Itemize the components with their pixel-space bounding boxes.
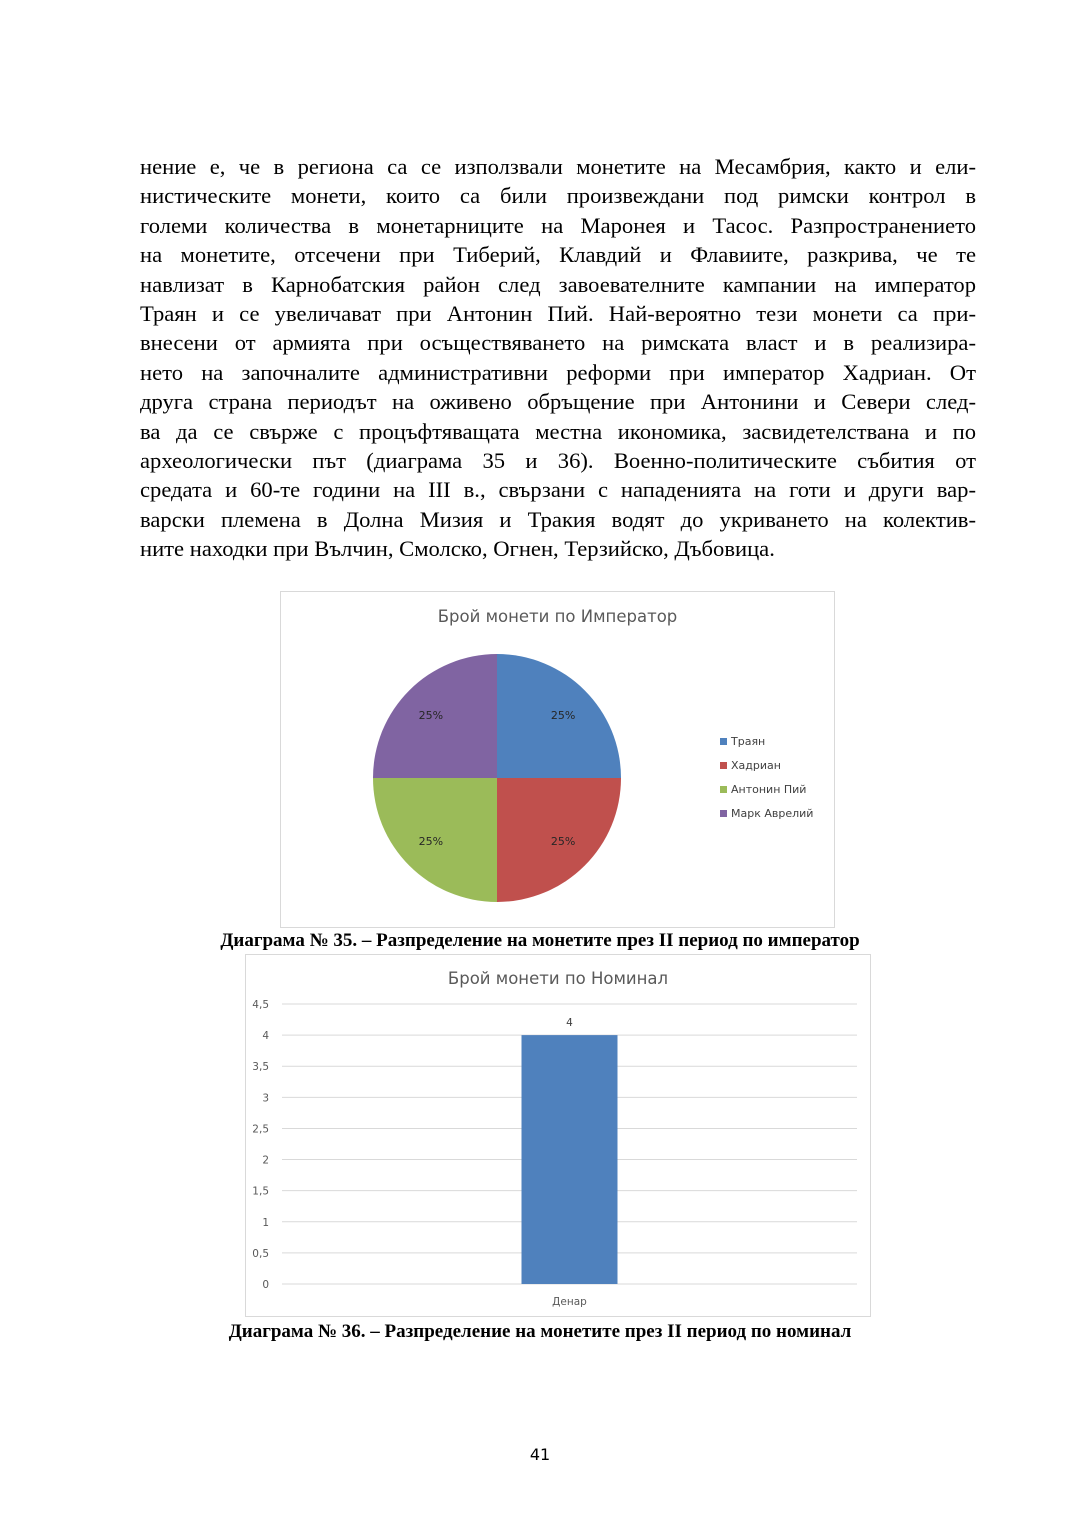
body-line: Траян и се увеличават при Антонин Пий. Най-вероятно тези монети са при-	[140, 301, 976, 327]
x-tick-label: Денар	[552, 1296, 587, 1308]
y-tick-label: 4,5	[252, 999, 269, 1011]
body-line: ва да се свърже с процъфтяващата местна икономика, засвидетелствана и по	[140, 418, 976, 444]
body-line: средата и 60-те години на III в., свързани с нападенията на готи и други вар-	[140, 477, 976, 503]
pie-data-label: 25%	[418, 708, 444, 722]
pie-data-label: 25%	[550, 835, 576, 849]
body-line: ните находки при Вълчин, Смолско, Огнен, Терзийско, Дъбовица.	[140, 536, 775, 562]
bar-chart-title: Брой монети по Номинал	[447, 969, 669, 988]
y-tick-label: 1	[262, 1216, 269, 1229]
body-line: археологически път (диаграма 35 и 36). Военно-политическите събития от	[140, 448, 976, 474]
page-number: 41	[529, 1445, 551, 1464]
body-line: големи количества в монетарниците на Маронея и Тасос. Разпространението	[140, 212, 976, 238]
body-line: нистическите монети, които са били произвеждани под римски контрол в	[140, 183, 976, 209]
pie-chart-title: Брой монети по Император	[437, 607, 678, 626]
y-tick-label: 1,5	[252, 1185, 269, 1198]
chart-36-caption: Диаграма № 36. – Разпределение на монетите през II период по номинал	[228, 1321, 852, 1342]
y-tick-label: 2,5	[252, 1123, 269, 1136]
y-tick-label: 0	[262, 1279, 269, 1291]
y-tick-label: 3,5	[252, 1061, 269, 1074]
body-line: внесени от армията при осъществяването на римската власт и в реализира-	[140, 330, 976, 356]
body-line: друга страна периодът на оживено обръщение при Антонини и Севери след-	[140, 389, 976, 415]
y-tick-label: 0,5	[252, 1247, 269, 1260]
chart-35-caption: Диаграма № 35. – Разпределение на монетите през II период по император	[220, 930, 860, 951]
legend-label: Траян	[731, 735, 766, 748]
legend-label: Антонин Пий	[731, 783, 807, 796]
y-tick-label: 2	[262, 1154, 269, 1167]
y-tick-label: 3	[262, 1092, 269, 1105]
body-line: нето на започналите административни реформи при император Хадриан. От	[140, 359, 976, 385]
y-tick-label: 4	[262, 1030, 269, 1043]
legend-label: Хадриан	[731, 759, 781, 772]
legend-label: Марк Аврелий	[731, 807, 814, 820]
body-line: варски племена в Долна Мизия и Тракия водят до укриването на колектив-	[140, 506, 976, 532]
bar-data-label: 4	[566, 1017, 573, 1030]
body-line: навлизат в Карнобатския район след завоевателните кампании на император	[140, 271, 976, 297]
bar-Денар	[522, 1035, 618, 1284]
pie-data-label: 25%	[550, 708, 576, 722]
pie-data-label: 25%	[418, 835, 444, 849]
body-line: нение е, че в региона са се използвали монетите на Месамбрия, както и ели-	[140, 154, 976, 179]
body-line: на монетите, отсечени при Тиберий, Клавдий и Флавиите, разкрива, че те	[140, 242, 976, 268]
